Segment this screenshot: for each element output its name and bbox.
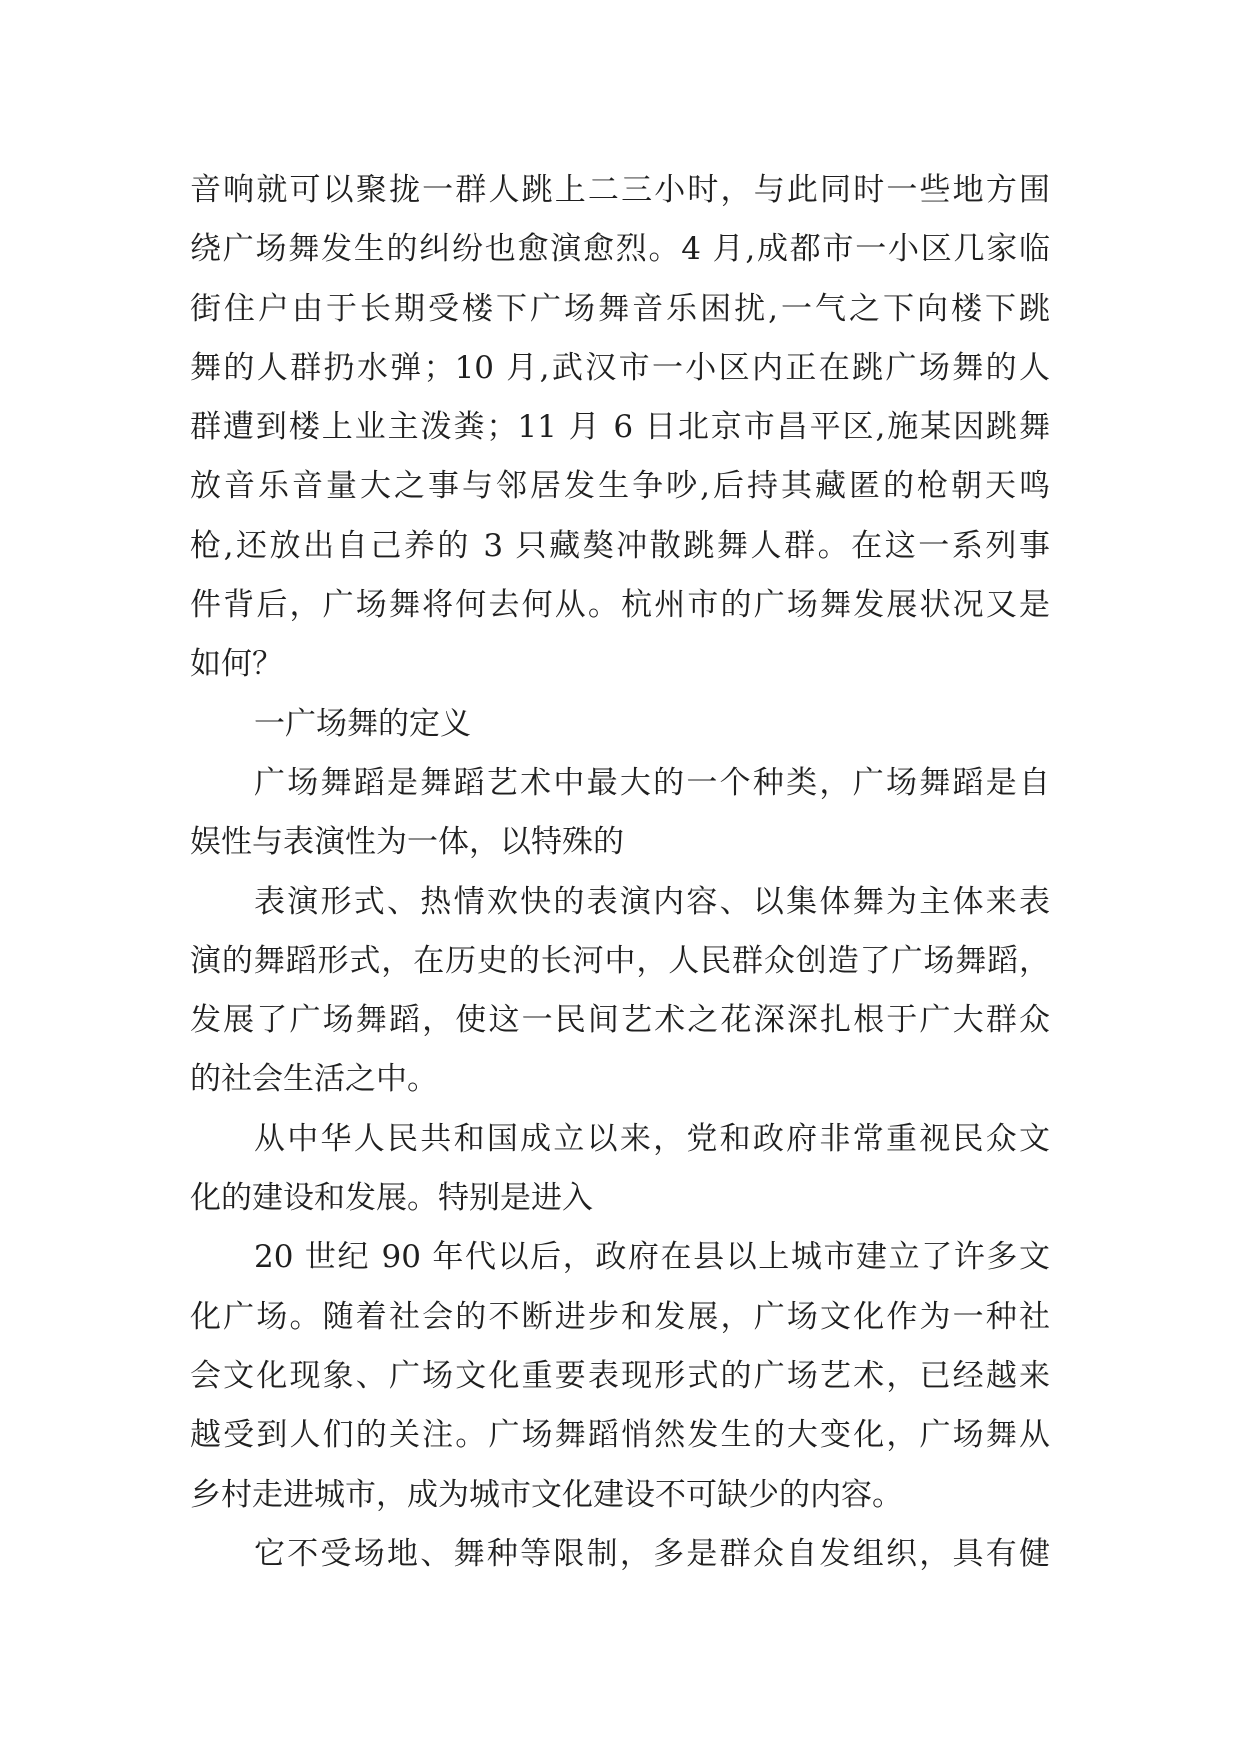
text-line: 发展了广场舞蹈，使这一民间艺术之花深深扎根于广大群众 [190,1002,1050,1039]
text-line: 群遭到楼上业主泼粪；11 月 6 日北京市昌平区,施某因跳舞 [190,409,1050,446]
text-line: 舞的人群扔水弹；10 月,武汉市一小区内正在跳广场舞的人 [190,349,1050,386]
paragraph-start-line: 从中华人民共和国成立以来，党和政府非常重视民众文 [254,1120,1050,1157]
text-line: 乡村走进城市，成为城市文化建设不可缺少的内容。 [190,1476,903,1513]
text-line: 件背后，广场舞将何去何从。杭州市的广场舞发展状况又是 [190,587,1050,624]
text-line: 会文化现象、广场文化重要表现形式的广场艺术，已经越来 [190,1357,1050,1394]
text-line: 演的舞蹈形式，在历史的长河中，人民群众创造了广场舞蹈， [190,942,1050,979]
paragraph-start-line: 广场舞蹈是舞蹈艺术中最大的一个种类，广场舞蹈是自 [254,764,1050,801]
text-line: 如何？ [190,646,283,683]
text-line: 化的建设和发展。特别是进入 [190,1180,593,1217]
paragraph-start-line: 一广场舞的定义 [254,705,471,742]
body-text [190,161,1050,1584]
text-line: 绕广场舞发生的纠纷也愈演愈烈。4 月,成都市一小区几家临 [190,231,1050,268]
text-line: 街住户由于长期受楼下广场舞音乐困扰,一气之下向楼下跳 [190,290,1050,327]
text-line: 越受到人们的关注。广场舞蹈悄然发生的大变化，广场舞从 [190,1417,1050,1454]
text-line: 放音乐音量大之事与邻居发生争吵,后持其藏匿的枪朝天鸣 [190,468,1050,505]
text-line: 娱性与表演性为一体，以特殊的 [190,824,624,861]
text-line: 化广场。随着社会的不断进步和发展，广场文化作为一种社 [190,1298,1050,1335]
paragraph-start-line: 它不受场地、舞种等限制，多是群众自发组织，具有健 [254,1535,1050,1572]
paragraph-start-line: 表演形式、热情欢快的表演内容、以集体舞为主体来表 [254,883,1050,920]
text-line: 的社会生活之中。 [190,1061,438,1098]
text-line: 枪,还放出自己养的 3 只藏獒冲散跳舞人群。在这一系列事 [190,527,1050,564]
text-line: 音响就可以聚拢一群人跳上二三小时，与此同时一些地方围 [190,172,1050,208]
paragraph-start-line: 20 世纪 90 年代以后，政府在县以上城市建立了许多文 [254,1239,1050,1276]
